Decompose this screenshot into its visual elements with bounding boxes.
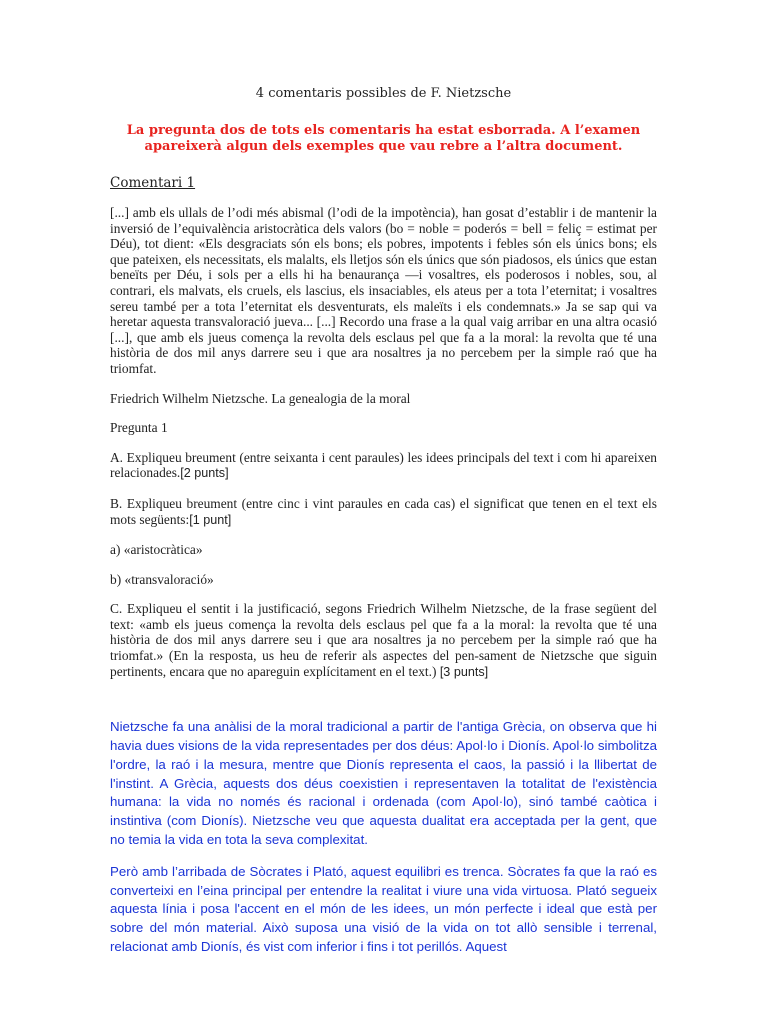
source-citation: Friedrich Wilhelm Nietzsche. La genealogia de la moral <box>110 390 411 406</box>
warning-note: La pregunta dos de tots els comentaris ha estat esborrada. A l’examen apareixerà algun dels exemples que vau rebre a l’altra document. <box>126 123 641 154</box>
question-a <box>110 450 657 482</box>
question-a-text: A. Expliqueu breument (entre seixanta i cent paraules) les idees principals del text i com hi apareixen relacionades. <box>110 449 657 481</box>
question-a-points: [2 punts] <box>180 466 229 481</box>
question-c-points: [3 punts] <box>439 664 489 679</box>
question-c <box>110 601 657 680</box>
document-body <box>110 86 657 970</box>
quote-paragraph: [...] amb els ullals de l’odi més abismal (l’odi de la impotència), han gosat d’establir i de mantenir la inversió de l’equivalència aristocràtica dels valors (bo = noble = poderós = bell = feliç = estimat per Déu), tot dient: «Els desgraciats són els bons; els pobres, impotents i febles són els únics bons; els que pateixen, els necessitats, els malalts, els lletjos són els únics que són piadosos, els únics que estan beneïts per Déu, i sols per a ells hi ha benaurança —i vosaltres, els poderosos i nobles, sou, al contrari, els malvats, els cruels, els lascius, els insaciables, els ateus per a tota l’eternitat; i vosaltres sereu també per a tota l’eternitat els desventurats, els maleïts i els condemnats.» Ja se sap qui va heretar aquesta transvaloració jueva... [...] Recordo una frase a la qual vaig arribar en una altra ocasió [...], que amb els jueus comença la revolta dels esclaus pel que fa a la moral: la revolta que té una història de dos mil anys darrere seu i que ara nosaltres ja no percebem per la simple raó que ha triomfat. <box>110 205 657 376</box>
answer-paragraph-2: Però amb l’arribada de Sòcrates i Plató, aquest equilibri es trenca. Sòcrates fa que la raó es converteixi en l’eina principal per entendre la realitat i viure una vida virtuosa. Plató segueix aquesta línia i posa l'accent en el món de les idees, un món perfecte i ideal que està per sobre del món material. Això suposa una visió de la vida on tot allò sensible i terrenal, relacionat amb Dionís, és vist com inferior i fins i tot perillós. Aquest <box>110 863 657 955</box>
question-b-points: [1 punt] <box>189 512 232 527</box>
document-title: 4 comentaris possibles de F. Nietzsche <box>255 86 512 101</box>
question-b <box>110 496 657 528</box>
spacer <box>110 694 657 718</box>
term-b: b) «transvaloració» <box>110 571 214 587</box>
question-label: Pregunta 1 <box>110 420 168 436</box>
question-b-text: B. Expliqueu breument (entre cinc i vint paraules en cada cas) el significat que tenen en el text els mots següents: <box>110 495 657 527</box>
question-c-text: C. Expliqueu el sentit i la justificació, segons Friedrich Wilhelm Nietzsche, de la frase següent del text: «amb els jueus comença la revolta dels esclaus pel que fa a la moral: la revolta que té una història de dos mil anys darrere seu i que ara nosaltres ja no percebem per la simple raó que ha triomfat.» (En la resposta, us heu de referir als aspectes del pen-sament de Nietzsche que siguin pertinents, encara que no apareguin explícitament en el text.) <box>110 601 657 679</box>
section-heading: Comentari 1 <box>110 175 196 191</box>
term-a: a) «aristocràtica» <box>110 542 203 558</box>
answer-paragraph-1: Nietzsche fa una anàlisi de la moral tradicional a partir de l'antiga Grècia, on observa que hi havia dues visions de la vida representades per dos déus: Apol·lo i Dionís. Apol·lo simbolitza l'ordre, la raó i la mesura, mentre que Dionís representa el caos, la passió i la llibertat de l'instint. A Grècia, aquests dos déus coexistien i representaven la totalitat de l'existència humana: la vida no només és racional i ordenada (com Apol·lo), sinó també caòtica i instintiva (com Dionís). Nietzsche veu que aquesta dualitat era acceptada per la gent, que no temia la vida en tota la seva complexitat. <box>110 719 657 848</box>
